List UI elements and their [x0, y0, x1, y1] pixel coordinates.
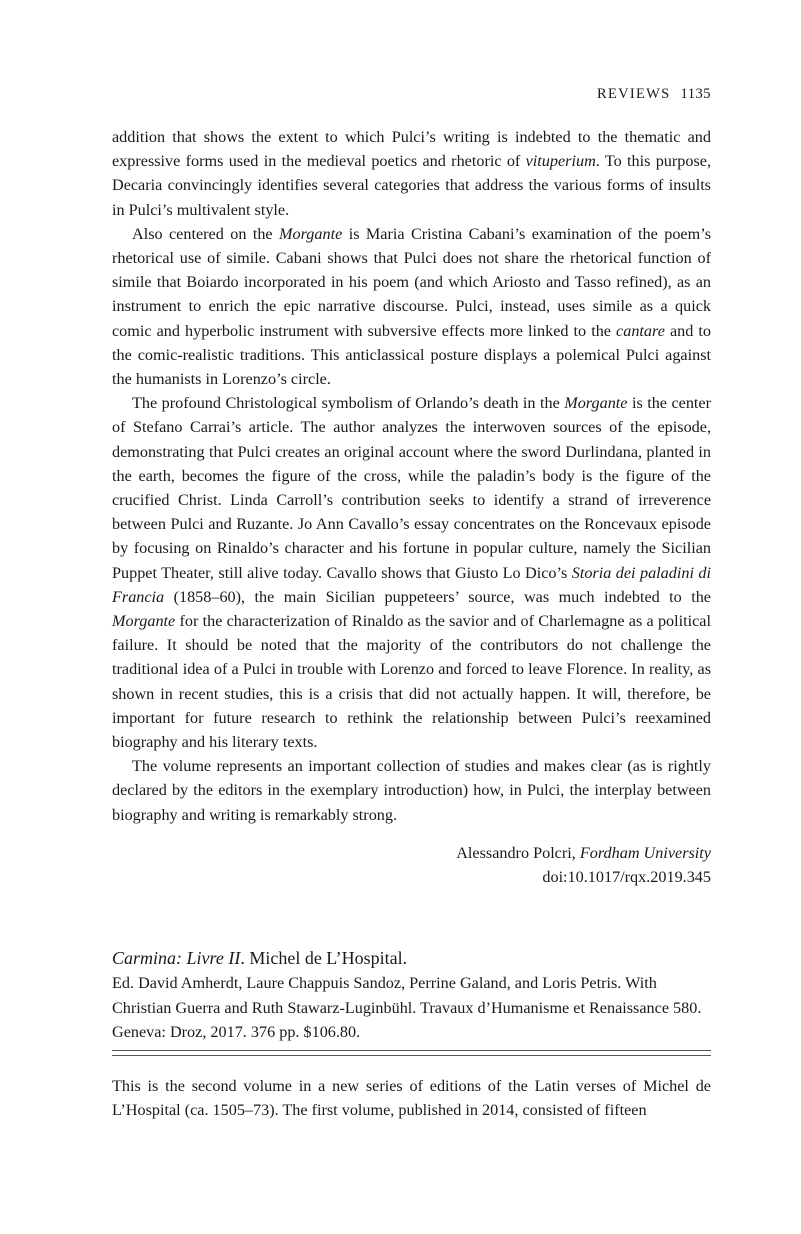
text-run: The profound Christological symbolism of Orlando’s death in the	[132, 394, 565, 413]
reviewer-signature	[112, 841, 711, 889]
text-run: is the center of Stefano Carrai’s article. The author analyzes the interwoven sources of the episode, demonstrating that Pulci creates an original account where the sword Durlindana, planted in the earth, becomes the figure of the cross, while the paladin’s body is the figure of the crucified Christ. Linda Carroll’s contribution seeks to identify a strand of irreverence between Pulci and Ruzante. Jo Ann Cavallo’s essay concentrates on the Roncevaux episode by focusing on Rinaldo’s character and his fortune in popular culture, namely the Sicilian Puppet Theater, still alive today. Cavallo shows that Giusto Lo Dico’s	[112, 394, 711, 582]
text-run: for the characterization of Rinaldo as the savior and of Charlemagne as a political failure. It should be noted that the majority of the contributors do not challenge the traditional idea of a Pulci in trouble with Lorenzo and forced to leave Florence. In reality, as shown in recent studies, this is a crisis that did not actually happen. It will, therefore, be important for future research to rethink the relationship between Pulci’s reexamined biography and his literary texts.	[112, 612, 711, 752]
text-run: (1858–60), the main Sicilian puppeteers’ source, was much indebted to the	[164, 587, 711, 606]
italic-term: Storia dei paladini di Francia	[112, 563, 712, 606]
book-author: . Michel de L’Hospital.	[240, 948, 408, 969]
text-run: Also centered on the	[132, 224, 280, 243]
italic-term: Morgante	[112, 612, 176, 631]
italic-term: Morgante	[279, 224, 343, 243]
text-run: and to the comic-realistic traditions. This anticlassical posture displays a polemical Pulci against the humanists in Lorenzo’s circle.	[112, 321, 711, 389]
paragraph-3	[112, 391, 711, 754]
text-run: . To this purpose, Decaria convincingly identifies several categories that address the various forms of insults in Pulci’s multivalent style.	[112, 152, 711, 219]
running-head	[597, 86, 711, 103]
book-metadata: Ed. David Amherdt, Laure Chappuis Sandoz, Perrine Galand, and Loris Petris. With Christian Guerra and Ruth Stawarz-Luginbühl. Travaux d’Humanisme et Renaissance 580. Geneva: Droz, 2017. 376 pp. $106.80.	[112, 974, 702, 1041]
reviewer-affiliation: Fordham University	[579, 843, 711, 862]
italic-term: cantare	[616, 321, 665, 340]
paragraph-2	[112, 222, 711, 391]
reviewer-name: Alessandro Polcri,	[456, 843, 580, 862]
text-run: is Maria Cristina Cabani’s examination of the poem’s rhetorical use of simile. Cabani shows that Pulci does not share the rhetorical function of simile that Boiardo incorporated in his poem (and which Ariosto and Tasso refined), as an instrument to enrich the epic narrative discourse. Pulci, instead, uses simile as a quick comic and hyperbolic instrument with subversive effects more linked to the	[112, 224, 712, 340]
article-body	[112, 125, 711, 1122]
text-run: addition that shows the extent to which Pulci’s writing is indebted to the thematic and expressive forms used in the medieval poetics and rhetoric of	[112, 128, 711, 171]
italic-term: Morgante	[564, 394, 628, 413]
book-heading	[112, 945, 711, 971]
book-title: Carmina: Livre II	[112, 948, 241, 969]
review-paragraph-1: This is the second volume in a new series of editions of the Latin verses of Michel de L’Hospital (ca. 1505–73). The first volume, published in 2014, consisted of fifteen	[112, 1076, 711, 1120]
doi: doi:10.1017/rqx.2019.345	[542, 868, 711, 887]
paragraph-4: The volume represents an important collection of studies and makes clear (as is rightly declared by the editors in the exemplary introduction) how, in Pulci, the interplay between biography and writing is remarkably strong.	[112, 757, 711, 824]
running-head-label: REVIEWS	[596, 86, 671, 102]
double-rule-divider	[112, 1050, 711, 1056]
italic-term: vituperium	[525, 152, 596, 171]
page-number: 1135	[680, 86, 711, 102]
paragraph-1	[112, 125, 711, 222]
